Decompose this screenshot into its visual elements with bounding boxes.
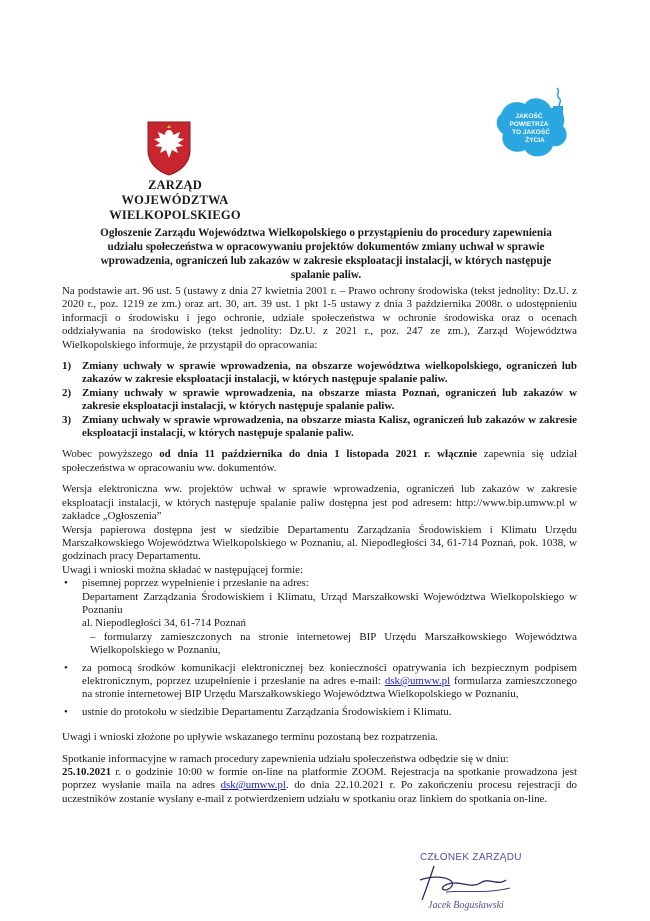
list-item: [62, 360, 577, 387]
intro-paragraph: Na podstawie art. 96 ust. 5 (ustawy z dnia 27 kwietnia 2001 r. – Prawo ochrony środowiska (tekst jednolity: Dz.U. z 2020 r., poz. 1219 ze zm.) oraz art. 30, art. 39 ust. 1 pkt 1-5 ustawy z dnia 3 października 2008r. o udostępnieniu informacji o środowisku i jego ochronie, udziale społeczeństwa w ochronie środowiska oraz o ocenach oddziaływania na środowisko (tekst jednolity: Dz.U. z 2021 r., poz. 247 ze zm.), Zarząd Województwa Wielkopolskiego informuje, że przystąpił do opracowania:: [62, 285, 577, 351]
board-name: [60, 178, 290, 223]
written-address-1: Departament Zarządzania Środowiskiem i Klimatu, Urząd Marszałkowski Województwa Wielkopolskiego w Poznaniu: [82, 590, 577, 616]
consultation-period: [62, 448, 577, 475]
period-pre: Wobec powyższego: [62, 448, 160, 461]
list-item: [62, 387, 577, 414]
electronic-form-post: formularza zamieszczonego na stronie internetowej BIP Urzędu Marszałkowskiego Województwa Wielkopolskiego w Poznaniu,: [82, 674, 577, 701]
submission-forms-list: [62, 577, 577, 719]
bullet-icon: •: [64, 705, 68, 718]
list-item: [62, 662, 577, 702]
logo-text-4: ŻYCIA: [525, 137, 545, 144]
wielkopolska-crest-icon: [146, 120, 192, 176]
written-note: – formularzy zamieszczonych na stronie internetowej BIP Urzędu Marszałkowskiego Województwa Wielkopolskiego w Poznaniu,: [90, 630, 577, 657]
list-item: [62, 706, 577, 719]
list-item-number: 3): [62, 413, 72, 426]
meeting-email-link[interactable]: dsk@umww.pl: [220, 779, 286, 792]
meeting-line-1: Spotkanie informacyjne w ramach procedury zapewnienia udziału społeczeństwa odbędzie się w dniu:: [62, 752, 509, 765]
air-quality-logo-icon: [491, 84, 573, 166]
documents-list: [62, 360, 577, 440]
logo-text-3: TO JAKOŚĆ: [512, 129, 550, 136]
list-item-text: Zmiany uchwały w sprawie wprowadzenia, na obszarze miasta Kalisz, ograniczeń lub zakazów w zakresie eksploatacji instalacji, w których następuje spalanie paliw.: [82, 413, 577, 440]
meeting-part-2: r. o godzinie 10:00 w formie on-line na platformie ZOOM. Rejestracja na spotkanie prowadzona jest poprzez wysłanie maila na adres: [62, 766, 577, 792]
list-item-number: 1): [62, 360, 72, 373]
late-submission-note: Uwagi i wnioski złożone po upływie wskazanego terminu pozostaną bez rozpatrzenia.: [62, 731, 438, 744]
written-form-label: pisemnej poprzez wypełnienie i przesłanie na adres:: [82, 577, 309, 590]
meeting-date: 25.10.2021: [62, 766, 112, 778]
electronic-form-pre: za pomocą środków komunikacji elektronicznej bez konieczności opatrywania ich bezpiecznym podpisem elektronicznym, poprzez uzupełnienie i przesłanie na adres e-mail:: [82, 661, 577, 687]
remarks-intro: Uwagi i wnioski można składać w następującej formie:: [62, 563, 304, 576]
bullet-icon: •: [64, 577, 68, 590]
handwritten-signature-icon: [406, 860, 526, 904]
list-item: [62, 414, 577, 441]
period-dates: od dnia 11 października do dnia 1 listopada 2021 r. włącznie: [159, 448, 478, 461]
signature-block: [398, 852, 548, 918]
signature-name: Jacek Bogusławski: [428, 900, 504, 911]
logo-text-1: JAKOŚĆ: [515, 113, 543, 120]
logo-text-2: POWIETRZA: [509, 121, 549, 128]
list-item: [62, 577, 577, 657]
board-line-2: WOJEWÓDZTWA WIELKOPOLSKIEGO: [109, 193, 241, 222]
board-line-1: ZARZĄD: [148, 178, 202, 192]
meeting-part-3: . do dnia 22.10.2021 r. Po zakończeniu procesu rejestracji do uczestników zostanie wysłany e-mail z potwierdzeniem udziału w spotkaniu oraz linkiem do spotkania on-line.: [62, 779, 577, 805]
oral-form: ustnie do protokołu w siedzibie Departamentu Zarządzania Środowiskiem i Klimatu.: [82, 705, 452, 718]
meeting-info: [62, 753, 577, 807]
period-post: zapewnia się udział społeczeństwa w opracowaniu ww. dokumentów.: [62, 448, 577, 474]
electronic-version: Wersja elektroniczna ww. projektów uchwał w sprawie wprowadzenia, ograniczeń lub zakazów w zakresie eksploatacji instalacji, w których następuje spalanie paliw dostępna jest pod adresem: http://www.bip.umww.pl w zakładce „Ogłoszenia”: [62, 483, 577, 523]
signature-title: CZŁONEK ZARZĄDU: [420, 852, 522, 863]
bullet-icon: •: [64, 661, 68, 674]
list-item-text: Zmiany uchwały w sprawie wprowadzenia, na obszarze województwa wielkopolskiego, ograniczeń lub zakazów w zakresie eksploatacji instalacji, w których następuje spalanie paliw.: [82, 360, 577, 386]
written-address-2: al. Niepodległości 34, 61-714 Poznań: [82, 617, 246, 630]
announcement-heading: Ogłoszenie Zarządu Województwa Wielkopolskiego o przystąpieniu do procedury zapewnienia udziału społeczeństwa w opracowywaniu projektów dokumentów zmiany uchwał w sprawie wprowadzenia, ograniczeń lub zakazów w zakresie eksploatacji instalacji, w których następuje spalanie paliw.: [100, 227, 552, 281]
announcement-body: [62, 285, 577, 806]
paper-version: Wersja papierowa dostępna jest w siedzibie Departamentu Zarządzania Środowiskiem i Klimatu Urzędu Marszałkowskiego Województwa Wielkopolskiego w Poznaniu, al. Niepodległości 34, 61-714 Poznań, pok. 1038, w godzinach pracy Departamentu.: [62, 523, 577, 563]
list-item-number: 2): [62, 386, 72, 399]
email-link[interactable]: dsk@umww.pl: [384, 674, 451, 687]
list-item-text: Zmiany uchwały w sprawie wprowadzenia, na obszarze miasta Poznań, ograniczeń lub zakazów w zakresie eksploatacji instalacji, w których następuje spalanie paliw.: [82, 386, 577, 413]
